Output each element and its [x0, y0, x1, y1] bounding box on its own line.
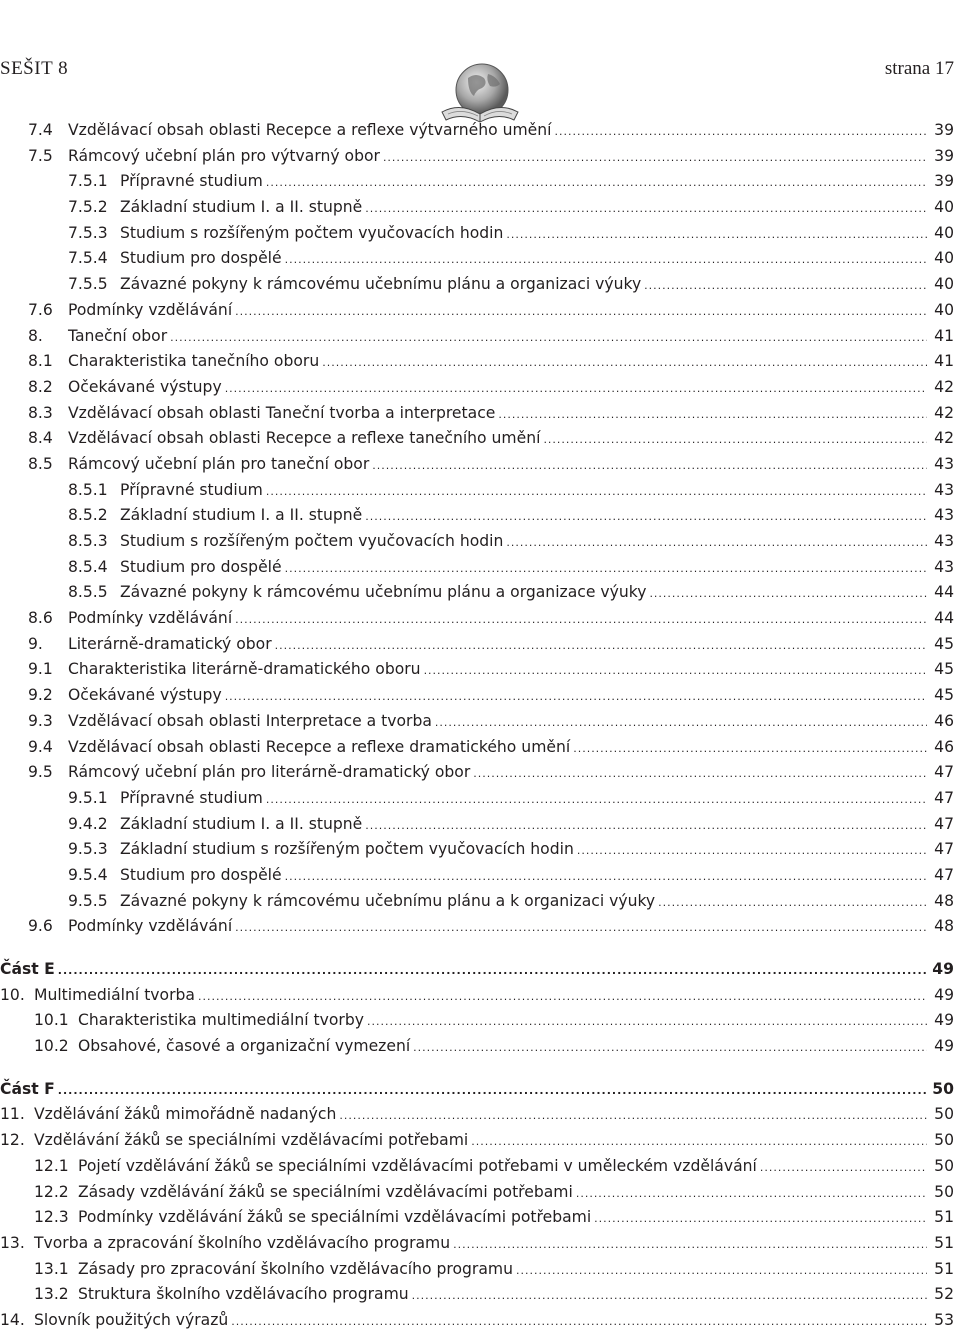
toc-entry[interactable] — [0, 1257, 960, 1283]
toc-entry-page: 52 — [934, 1285, 954, 1304]
toc-entry-number: 8.5.2 — [68, 506, 108, 525]
toc-entry-title: Zásady pro zpracování školního vzdělávacího programu — [78, 1259, 513, 1278]
toc-entry-page: 50 — [934, 1182, 954, 1201]
toc-dot-leader — [235, 299, 927, 325]
toc-dot-leader — [554, 119, 927, 145]
toc-entry[interactable] — [0, 272, 960, 298]
toc-entry-page: 44 — [934, 583, 954, 602]
toc-dot-leader — [594, 1206, 927, 1232]
toc-entry-title: Vzdělávací obsah oblasti Taneční tvorba a interpretace — [68, 403, 496, 422]
toc-dot-leader — [412, 1283, 927, 1309]
toc-entry-number: 8.4 — [28, 429, 53, 448]
toc-entry[interactable] — [0, 760, 960, 786]
toc-dot-leader — [372, 453, 927, 479]
toc-entry-title: Závazné pokyny k rámcovému učebnímu plánu a k organizaci výuky — [120, 891, 656, 910]
toc-dot-leader — [471, 1129, 927, 1155]
toc-entry-page: 42 — [934, 429, 954, 448]
toc-entry-page: 41 — [934, 326, 954, 345]
table-of-contents — [0, 118, 960, 1334]
toc-entry-title: Charakteristika literárně-dramatického oboru — [68, 660, 421, 679]
toc-entry[interactable] — [0, 426, 960, 452]
toc-entry[interactable] — [0, 914, 960, 940]
toc-entry-number: 12.2 — [34, 1182, 69, 1201]
toc-entry[interactable] — [0, 221, 960, 247]
toc-dot-leader — [365, 504, 927, 530]
toc-entry-title: Část E — [0, 960, 55, 978]
toc-entry-title: Pojetí vzdělávání žáků se speciálními vzdělávacími potřebami v uměleckém vzdělávání — [78, 1156, 757, 1175]
toc-entry-number: 9.6 — [28, 917, 53, 936]
toc-dot-leader — [573, 736, 927, 762]
toc-entry[interactable] — [0, 1308, 960, 1334]
toc-entry-number: 9.2 — [28, 686, 53, 705]
toc-entry[interactable] — [0, 632, 960, 658]
toc-entry-page: 43 — [934, 557, 954, 576]
toc-dot-leader — [275, 633, 927, 659]
toc-entry-title: Podmínky vzdělávání — [68, 917, 233, 936]
toc-entry-page: 49 — [932, 960, 954, 978]
toc-entry[interactable] — [0, 657, 960, 683]
toc-entry-title: Zásady vzdělávání žáků se speciálními vzdělávacími potřebami — [78, 1182, 573, 1201]
toc-dot-leader — [266, 787, 927, 813]
toc-entry-title: Multimediální tvorba — [34, 985, 195, 1004]
toc-dot-leader — [266, 479, 927, 505]
toc-entry-title: Taneční obor — [68, 326, 168, 345]
toc-entry-page: 47 — [934, 788, 954, 807]
toc-entry-number: 8.5.3 — [68, 532, 108, 550]
toc-entry[interactable] — [0, 1154, 960, 1180]
toc-entry[interactable] — [0, 957, 960, 983]
toc-entry-number: 8.6 — [28, 609, 53, 628]
toc-entry-page: 47 — [934, 763, 954, 782]
toc-dot-leader — [658, 890, 927, 916]
toc-entry[interactable] — [0, 983, 960, 1009]
toc-dot-leader — [644, 273, 927, 299]
page-header — [0, 58, 960, 82]
toc-entry[interactable] — [0, 298, 960, 324]
toc-entry-page: 53 — [934, 1310, 954, 1329]
toc-entry[interactable] — [0, 889, 960, 915]
toc-entry-title: Rámcový učební plán pro literárně-dramatický obor — [68, 763, 471, 782]
toc-entry-number: 11. — [0, 1105, 25, 1124]
toc-entry-title: Základní studium I. a II. stupně — [120, 506, 363, 525]
toc-entry-page: 48 — [934, 891, 954, 910]
toc-entry-number: 14. — [0, 1310, 25, 1329]
toc-entry[interactable] — [0, 195, 960, 221]
toc-entry[interactable] — [0, 118, 960, 144]
toc-dot-leader — [516, 1258, 927, 1284]
toc-dot-leader — [473, 761, 927, 787]
toc-entry-number: 8.5.5 — [68, 583, 108, 602]
toc-dot-leader — [577, 838, 927, 864]
toc-entry[interactable] — [0, 452, 960, 478]
toc-entry-number: 7.4 — [28, 121, 53, 139]
toc-entry-page: 46 — [934, 737, 954, 756]
toc-entry-number: 9.4 — [28, 737, 53, 756]
toc-entry-title: Podmínky vzdělávání — [68, 300, 233, 319]
toc-entry-number: 9. — [28, 634, 43, 653]
toc-entry-page: 44 — [934, 609, 954, 628]
toc-entry[interactable] — [0, 1282, 960, 1308]
toc-entry-page: 51 — [934, 1233, 954, 1252]
toc-entry[interactable] — [0, 555, 960, 581]
toc-entry-number: 8.2 — [28, 377, 53, 396]
toc-entry[interactable] — [0, 786, 960, 812]
toc-entry-title: Vzdělávání žáků mimořádně nadaných — [34, 1105, 337, 1124]
toc-dot-leader — [225, 684, 927, 710]
toc-entry-page: 43 — [934, 480, 954, 499]
toc-entry-title: Rámcový učební plán pro výtvarný obor — [68, 146, 380, 165]
toc-entry-number: 7.5.4 — [68, 249, 108, 268]
toc-entry-title: Závazné pokyny k rámcovému učebnímu plánu a organizaci výuky — [120, 275, 642, 294]
toc-entry-number: 10.2 — [34, 1037, 69, 1056]
toc-entry-page: 49 — [934, 1037, 954, 1056]
toc-entry-title: Literárně-dramatický obor — [68, 634, 272, 653]
toc-dot-leader — [266, 170, 927, 196]
toc-entry-page: 50 — [934, 1131, 954, 1150]
toc-dot-leader — [506, 222, 927, 248]
toc-dot-leader — [322, 350, 927, 376]
toc-dot-leader — [170, 325, 927, 351]
toc-entry-page: 49 — [934, 1011, 954, 1030]
toc-entry-page: 39 — [934, 121, 954, 139]
toc-entry-number: 13.2 — [34, 1285, 69, 1304]
toc-entry-title: Charakteristika multimediální tvorby — [78, 1011, 364, 1030]
toc-dot-leader — [424, 658, 927, 684]
toc-entry[interactable] — [0, 375, 960, 401]
toc-entry[interactable] — [0, 837, 960, 863]
toc-entry[interactable] — [0, 1102, 960, 1128]
toc-entry-title: Charakteristika tanečního oboru — [68, 352, 320, 371]
toc-entry-number: 7.5.3 — [68, 223, 108, 242]
toc-entry-title: Přípravné studium — [120, 172, 263, 191]
toc-entry[interactable] — [0, 169, 960, 195]
toc-dot-leader — [453, 1232, 927, 1258]
toc-dot-leader — [285, 864, 927, 890]
toc-entry-title: Studium pro dospělé — [120, 557, 282, 576]
toc-entry-page: 51 — [934, 1208, 954, 1227]
toc-entry-page: 47 — [934, 814, 954, 833]
toc-entry-title: Studium s rozšířeným počtem vyučovacích hodin — [120, 532, 504, 550]
toc-entry-number: 10. — [0, 985, 25, 1004]
toc-entry-title: Očekávané výstupy — [68, 686, 222, 705]
toc-entry-title: Struktura školního vzdělávacího programu — [78, 1285, 409, 1304]
toc-entry-page: 47 — [934, 865, 954, 884]
toc-entry-title: Tvorba a zpracování školního vzdělávacího programu — [34, 1233, 451, 1252]
toc-dot-leader — [543, 427, 927, 453]
toc-entry[interactable] — [0, 735, 960, 761]
toc-entry-number: 9.5.5 — [68, 891, 108, 910]
toc-dot-leader — [383, 145, 927, 171]
toc-entry[interactable] — [0, 812, 960, 838]
toc-entry-number: 8.5 — [28, 454, 53, 473]
toc-entry-number: 7.6 — [28, 300, 53, 319]
toc-dot-leader — [58, 958, 927, 984]
toc-dot-leader — [576, 1181, 927, 1207]
toc-entry-page: 47 — [934, 840, 954, 859]
toc-dot-leader — [435, 710, 927, 736]
toc-entry-page: 43 — [934, 454, 954, 473]
toc-entry-page: 43 — [934, 532, 954, 550]
toc-entry[interactable] — [0, 246, 960, 272]
toc-entry-title: Vzdělávání žáků se speciálními vzdělávacími potřebami — [34, 1131, 469, 1150]
toc-dot-leader — [649, 581, 927, 607]
toc-entry-title: Vzdělávací obsah oblasti Recepce a reflexe dramatického umění — [68, 737, 571, 756]
toc-entry-number: 7.5.2 — [68, 198, 108, 217]
toc-entry[interactable] — [0, 580, 960, 606]
toc-entry-title: Základní studium I. a II. stupně — [120, 198, 363, 217]
booklet-label: SEŠIT 8 — [0, 58, 69, 79]
toc-entry-number: 8.3 — [28, 403, 53, 422]
toc-entry-number: 10.1 — [34, 1011, 69, 1030]
toc-entry-title: Obsahové, časové a organizační vymezení — [78, 1037, 411, 1056]
toc-entry-number: 8.1 — [28, 352, 53, 371]
toc-dot-leader — [760, 1155, 927, 1181]
toc-entry[interactable] — [0, 1231, 960, 1257]
toc-entry-page: 42 — [934, 403, 954, 422]
toc-entry-number: 9.5 — [28, 763, 53, 782]
toc-entry-title: Vzdělávací obsah oblasti Recepce a reflexe tanečního umění — [68, 429, 541, 448]
toc-entry-number: 8.5.4 — [68, 557, 108, 576]
toc-dot-leader — [285, 247, 927, 273]
toc-entry-page: 40 — [934, 249, 954, 268]
toc-entry-number: 12.3 — [34, 1208, 69, 1227]
toc-entry-number: 9.3 — [28, 711, 53, 730]
toc-entry-title: Vzdělávací obsah oblasti Interpretace a tvorba — [68, 711, 432, 730]
toc-entry-number: 13. — [0, 1233, 25, 1252]
toc-dot-leader — [285, 556, 927, 582]
toc-dot-leader — [231, 1309, 927, 1335]
toc-entry-number: 9.1 — [28, 660, 53, 679]
toc-entry-number: 9.4.2 — [68, 814, 108, 833]
toc-entry-title: Studium s rozšířeným počtem vyučovacích hodin — [120, 223, 504, 242]
toc-entry-page: 39 — [934, 172, 954, 191]
toc-entry-title: Studium pro dospělé — [120, 865, 282, 884]
toc-entry-page: 46 — [934, 711, 954, 730]
toc-entry-title: Rámcový učební plán pro taneční obor — [68, 454, 370, 473]
toc-dot-leader — [367, 1009, 927, 1035]
toc-entry[interactable] — [0, 401, 960, 427]
toc-dot-leader — [365, 196, 927, 222]
toc-entry-title: Očekávané výstupy — [68, 377, 222, 396]
toc-entry[interactable] — [0, 709, 960, 735]
toc-entry-number: 7.5.1 — [68, 172, 108, 191]
toc-dot-leader — [235, 607, 927, 633]
page-number-label: strana 17 — [884, 58, 954, 79]
toc-dot-leader — [339, 1103, 927, 1129]
toc-entry-page: 43 — [934, 506, 954, 525]
toc-dot-leader — [198, 984, 927, 1010]
toc-entry[interactable] — [0, 1034, 960, 1060]
toc-entry-title: Část F — [0, 1079, 55, 1098]
toc-entry-title: Vzdělávací obsah oblasti Recepce a reflexe výtvarného umění — [68, 121, 552, 139]
toc-dot-leader — [235, 915, 927, 941]
toc-entry[interactable] — [0, 863, 960, 889]
toc-entry-page: 50 — [932, 1079, 954, 1098]
toc-entry[interactable] — [0, 324, 960, 350]
toc-entry-title: Základní studium s rozšířeným počtem vyučovacích hodin — [120, 840, 574, 859]
toc-entry-page: 40 — [934, 300, 954, 319]
toc-entry[interactable] — [0, 606, 960, 632]
toc-entry-number: 13.1 — [34, 1259, 69, 1278]
toc-entry[interactable] — [0, 1180, 960, 1206]
toc-entry-page: 40 — [934, 198, 954, 217]
toc-dot-leader — [498, 402, 927, 428]
toc-entry-number: 12. — [0, 1131, 25, 1150]
toc-entry-page: 40 — [934, 223, 954, 242]
toc-dot-leader — [506, 530, 927, 556]
toc-entry[interactable] — [0, 144, 960, 170]
toc-entry-title: Slovník použitých výrazů — [34, 1310, 229, 1329]
toc-dot-leader — [413, 1035, 927, 1061]
toc-entry-page: 40 — [934, 275, 954, 294]
toc-entry[interactable] — [0, 1008, 960, 1034]
toc-entry-page: 42 — [934, 377, 954, 396]
toc-entry-title: Studium pro dospělé — [120, 249, 282, 268]
toc-entry-page: 51 — [934, 1259, 954, 1278]
toc-entry-page: 41 — [934, 352, 954, 371]
toc-entry-page: 49 — [934, 985, 954, 1004]
toc-entry-page: 45 — [934, 686, 954, 705]
toc-entry-page: 45 — [934, 634, 954, 653]
toc-entry[interactable] — [0, 1128, 960, 1154]
toc-entry-page: 39 — [934, 146, 954, 165]
toc-entry-title: Přípravné studium — [120, 788, 263, 807]
toc-entry-number: 7.5.5 — [68, 275, 108, 294]
toc-dot-leader — [58, 1078, 927, 1104]
toc-dot-leader — [225, 376, 927, 402]
toc-entry-number: 9.5.4 — [68, 865, 108, 884]
toc-entry-number: 9.5.3 — [68, 840, 108, 859]
toc-entry[interactable] — [0, 349, 960, 375]
toc-entry-page: 45 — [934, 660, 954, 679]
toc-entry[interactable] — [0, 1205, 960, 1231]
toc-entry-title: Závazné pokyny k rámcovému učebnímu plánu a organizace výuky — [120, 583, 647, 602]
toc-entry-number: 9.5.1 — [68, 788, 108, 807]
toc-entry-page: 48 — [934, 917, 954, 936]
toc-entry-page: 50 — [934, 1156, 954, 1175]
toc-entry[interactable] — [0, 529, 960, 555]
toc-entry-title: Základní studium I. a II. stupně — [120, 814, 363, 833]
toc-entry[interactable] — [0, 478, 960, 504]
toc-entry-number: 8.5.1 — [68, 480, 108, 499]
toc-entry[interactable] — [0, 1077, 960, 1103]
toc-entry-number: 12.1 — [34, 1156, 69, 1175]
toc-entry[interactable] — [0, 683, 960, 709]
toc-dot-leader — [365, 813, 927, 839]
toc-entry-title: Přípravné studium — [120, 480, 263, 499]
toc-entry[interactable] — [0, 503, 960, 529]
toc-entry-number: 8. — [28, 326, 43, 345]
toc-entry-title: Podmínky vzdělávání — [68, 609, 233, 628]
toc-entry-number: 7.5 — [28, 146, 53, 165]
toc-entry-page: 50 — [934, 1105, 954, 1124]
toc-entry-title: Podmínky vzdělávání žáků se speciálními vzdělávacími potřebami — [78, 1208, 592, 1227]
